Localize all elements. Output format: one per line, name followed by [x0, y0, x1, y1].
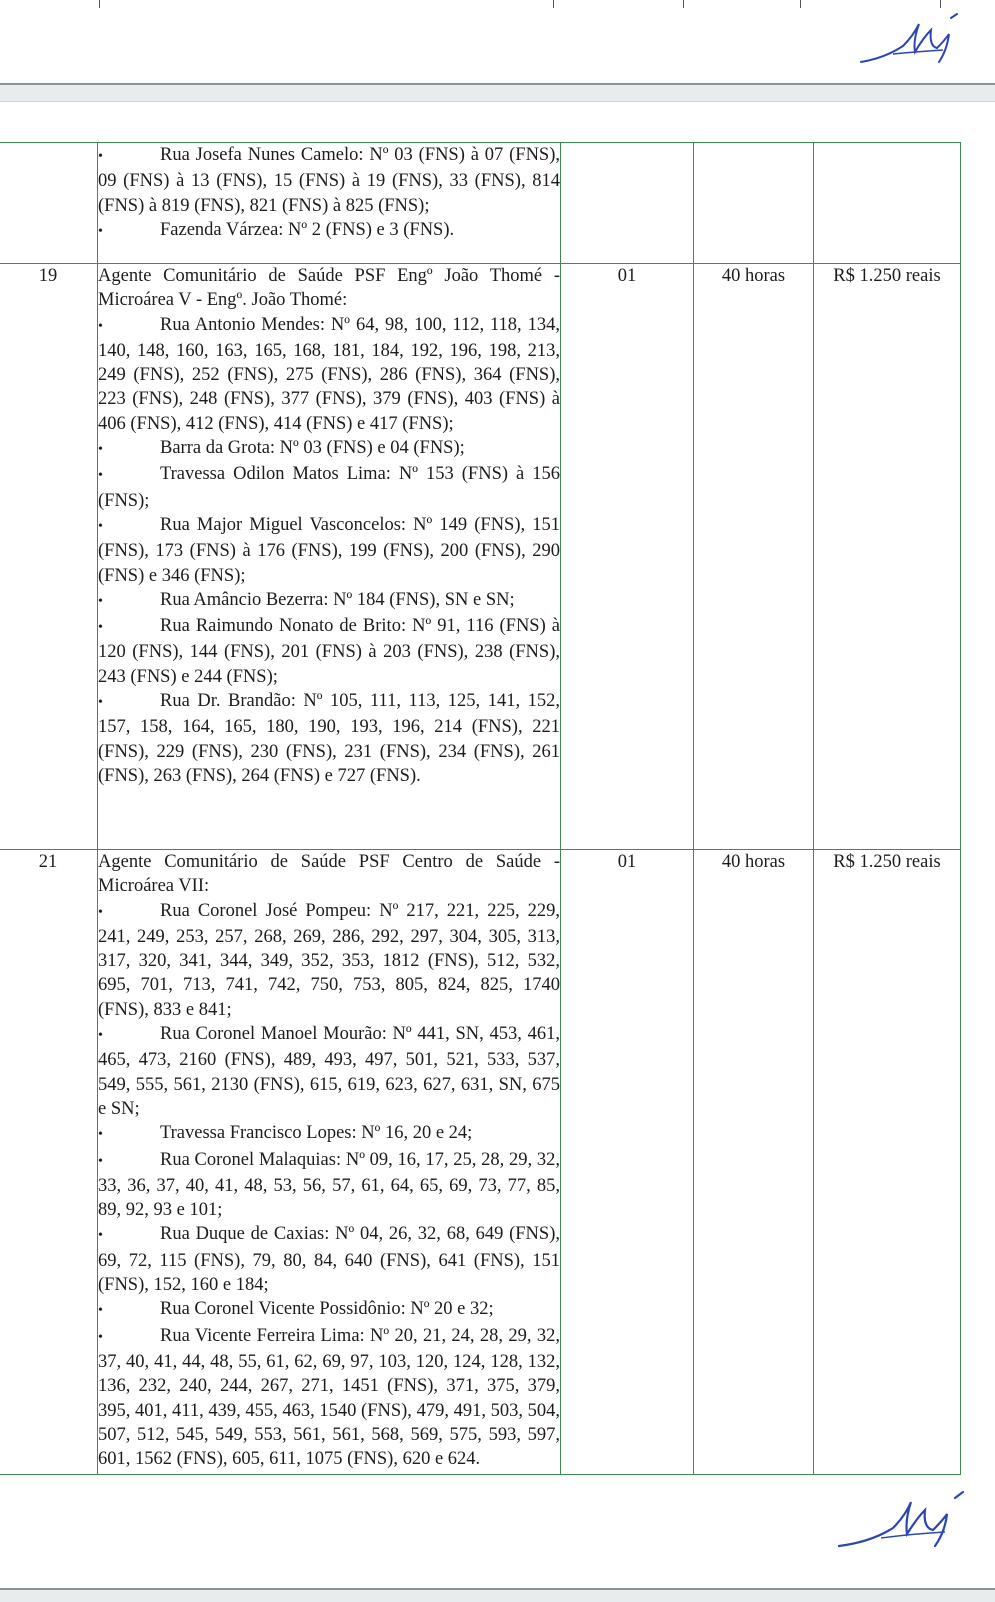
row-quantity: 01 — [561, 264, 694, 850]
address-item: • Fazenda Várzea: Nº 2 (FNS) e 3 (FNS). — [98, 218, 560, 244]
bullet-icon: • — [98, 904, 103, 920]
row-hours — [694, 143, 814, 264]
row-hours: 40 horas — [694, 264, 814, 850]
bullet-icon: • — [98, 1228, 103, 1244]
row-number — [0, 143, 98, 264]
row-salary: R$ 1.250 reais — [814, 264, 961, 850]
row-quantity: 01 — [561, 850, 694, 1475]
table-row — [0, 850, 961, 1475]
bullet-icon: • — [98, 1127, 103, 1143]
address-item: • Rua Dr. Brandão: Nº 105, 111, 113, 125, 141, 152, 157, 158, 164, 165, 180, 190, 193, 196, 214 (FNS), 221 (FNS), 229 (FNS), 230 (FNS), 231 (FNS), 234 (FNS), 261 (FNS), 263 (FNS), 264 (FNS) e 727 (FNS). — [98, 691, 560, 786]
bullet-icon: • — [98, 1303, 103, 1319]
row-number: 19 — [0, 264, 98, 850]
page-edge-light — [0, 101, 995, 102]
address-item: • Travessa Odilon Matos Lima: Nº 153 (FNS) à 156 (FNS); — [98, 464, 560, 511]
bullet-icon: • — [98, 1153, 103, 1169]
address-item: • Rua Coronel Manoel Mourão: Nº 441, SN, 453, 461, 465, 473, 2160 (FNS), 489, 493, 497, 501, 521, 533, 537, 549, 555, 561, 2130 (FNS), 615, 619, 623, 627, 631, SN, 675 e SN; — [98, 1024, 560, 1119]
address-item: • Rua Antonio Mendes: Nº 64, 98, 100, 112, 118, 134, 140, 148, 160, 163, 165, 168, 181, 184, 192, 196, 198, 213, 249 (FNS), 252 (FNS), 275 (FNS), 286 (FNS), 364 (FNS), 223 (FNS), 248 (FNS), 377 (FNS), 379 (FNS), 403 (FNS) à 406 (FNS), 412 (FNS), 414 (FNS) e 417 (FNS); — [98, 314, 560, 434]
row-description — [98, 143, 561, 264]
bullet-icon: • — [98, 318, 103, 334]
bullet-icon: • — [98, 620, 103, 636]
page-gap — [0, 85, 995, 101]
row-description — [98, 264, 561, 850]
bullet-icon: • — [98, 1329, 103, 1345]
bullet-icon: • — [98, 442, 103, 458]
row-quantity — [561, 143, 694, 264]
bullet-icon: • — [98, 149, 103, 164]
address-item: • Rua Duque de Caxias: Nº 04, 26, 32, 68, 649 (FNS), 69, 72, 115 (FNS), 79, 80, 84, 640 (FNS), 641 (FNS), 151 (FNS), 152, 160 e 184; — [98, 1224, 560, 1296]
row-number: 21 — [0, 850, 98, 1475]
address-item: • Barra da Grota: Nº 03 (FNS) e 04 (FNS); — [98, 436, 560, 462]
row-salary — [814, 143, 961, 264]
row-title: Agente Comunitário de Saúde PSF Engº João Thomé - Microárea V - Engº. João Thomé: — [98, 266, 560, 311]
row-hours: 40 horas — [694, 850, 814, 1475]
bullet-icon: • — [98, 1028, 103, 1044]
microarea-table — [0, 142, 961, 1475]
bullet-icon: • — [98, 468, 103, 484]
row-salary: R$ 1.250 reais — [814, 850, 961, 1475]
bullet-icon: • — [98, 695, 103, 711]
address-item: • Rua Josefa Nunes Camelo: Nº 03 (FNS) à 07 (FNS), 09 (FNS) à 13 (FNS), 15 (FNS) à 19 (FNS), 33 (FNS), 814 (FNS) à 819 (FNS), 821 (FNS) à 825 (FNS); — [98, 145, 560, 216]
address-item: • Rua Amâncio Bezerra: Nº 184 (FNS), SN e SN; — [98, 588, 560, 614]
previous-page-fragment — [0, 0, 995, 88]
row-description — [98, 850, 561, 1475]
address-item: • Rua Coronel Vicente Possidônio: Nº 20 e 32; — [98, 1297, 560, 1323]
bullet-icon: • — [98, 223, 103, 239]
bullet-icon: • — [98, 593, 103, 609]
table-row — [0, 264, 961, 850]
address-item: • Rua Coronel Malaquias: Nº 09, 16, 17, 25, 28, 29, 32, 33, 36, 37, 40, 41, 48, 53, 56, 57, 61, 64, 65, 69, 73, 77, 85, 89, 92, 93 e 101; — [98, 1149, 560, 1221]
signature-top — [853, 10, 973, 70]
address-item: • Rua Coronel José Pompeu: Nº 217, 221, 225, 229, 241, 249, 253, 257, 268, 269, 286, 292, 297, 304, 305, 313, 317, 320, 341, 344, 349, 352, 353, 1812 (FNS), 512, 532, 695, 701, 713, 741, 742, 750, 753, 805, 824, 825, 1740 (FNS), 833 e 841; — [98, 900, 560, 1020]
previous-page-table-cut-lines — [0, 0, 995, 8]
address-item: • Travessa Francisco Lopes: Nº 16, 20 e 24; — [98, 1121, 560, 1147]
address-item: • Rua Raimundo Nonato de Brito: Nº 91, 116 (FNS) à 120 (FNS), 144 (FNS), 201 (FNS) à 203 (FNS), 238 (FNS), 243 (FNS) e 244 (FNS); — [98, 616, 560, 687]
row-title: Agente Comunitário de Saúde PSF Centro de Saúde - Microárea VII: — [98, 852, 560, 897]
address-item: • Rua Major Miguel Vasconcelos: Nº 149 (FNS), 151 (FNS), 173 (FNS) à 176 (FNS), 199 (FNS), 200 (FNS), 290 (FNS) e 346 (FNS); — [98, 514, 560, 586]
signature-bottom — [831, 1488, 981, 1554]
bullet-icon: • — [98, 518, 103, 534]
address-item: • Rua Vicente Ferreira Lima: Nº 20, 21, 24, 28, 29, 32, 37, 40, 41, 44, 48, 55, 61, 62, 69, 97, 103, 120, 124, 128, 132, 136, 232, 240, 244, 267, 271, 1451 (FNS), 371, 375, 379, 395, 401, 411, 439, 455, 463, 1540 (FNS), 479, 491, 503, 504, 507, 512, 545, 549, 553, 561, 561, 568, 569, 575, 593, 597, 601, 1562 (FNS), 605, 611, 1075 (FNS), 620 e 624. — [98, 1325, 560, 1470]
table-row — [0, 143, 961, 264]
